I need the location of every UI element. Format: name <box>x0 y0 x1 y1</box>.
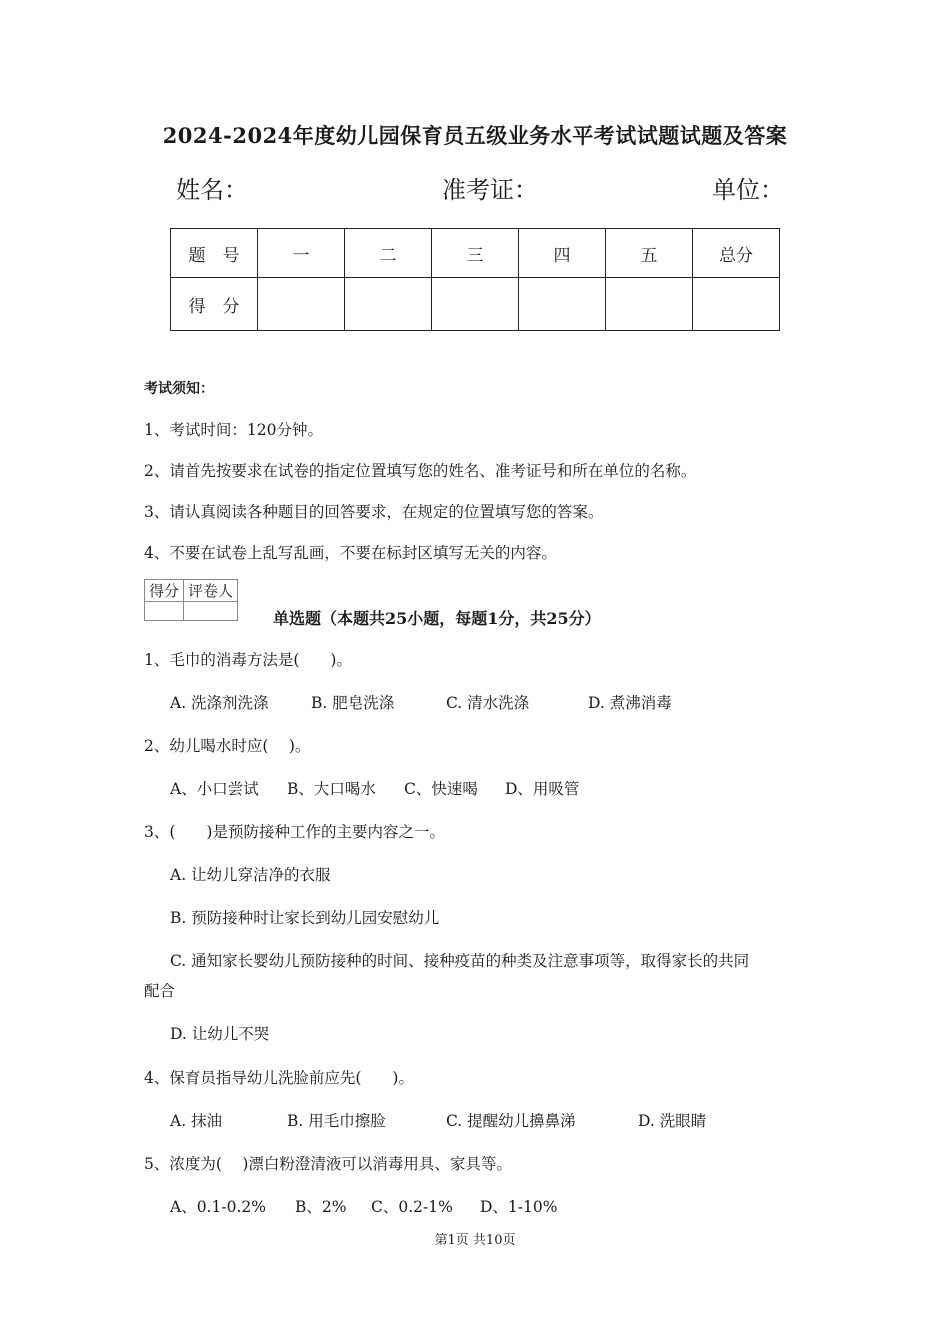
score-table-score-row <box>171 278 780 331</box>
notice-heading: 考试须知： <box>144 381 214 397</box>
question-stem: 3、( )是预防接种工作的主要内容之一。 <box>144 823 445 841</box>
notice-item: 3、请认真阅读各种题目的回答要求，在规定的位置填写您的答案。 <box>144 503 604 521</box>
question-stem: 4、保育员指导幼儿洗脸前应先( )。 <box>144 1069 414 1087</box>
question-option[interactable]: B. 用毛巾擦脸 <box>287 1112 386 1130</box>
question-option[interactable]: A. 让幼儿穿洁净的衣服 <box>170 866 331 884</box>
notice-item: 1、考试时间：120分钟。 <box>144 421 323 439</box>
question-option[interactable]: C、快速喝 <box>404 780 478 798</box>
exam-id-label: 准考证： <box>442 176 538 204</box>
question-option[interactable]: D. 洗眼睛 <box>638 1112 707 1130</box>
score-cell[interactable] <box>345 278 432 331</box>
notice-item: 2、请首先按要求在试卷的指定位置填写您的姓名、准考证号和所在单位的名称。 <box>144 462 697 480</box>
score-header-cell: 四 <box>519 229 606 278</box>
question-option[interactable]: C. 提醒幼儿擤鼻涕 <box>446 1112 576 1130</box>
score-cell[interactable] <box>606 278 693 331</box>
question-option[interactable]: A. 抹油 <box>170 1112 223 1130</box>
question-option[interactable]: D、1-10% <box>480 1198 558 1216</box>
score-header-cell: 一 <box>258 229 345 278</box>
score-header-cell: 五 <box>606 229 693 278</box>
question-option[interactable]: D、用吸管 <box>505 780 580 798</box>
score-cell[interactable] <box>519 278 606 331</box>
question-option[interactable]: D. 煮沸消毒 <box>588 694 672 712</box>
score-table-header-row <box>171 229 780 278</box>
question-option[interactable]: C、0.2-1% <box>371 1198 453 1216</box>
question-option[interactable]: B. 预防接种时让家长到幼儿园安慰幼儿 <box>170 909 440 927</box>
grader-score-cell[interactable] <box>145 602 184 621</box>
question-option[interactable]: D. 让幼儿不哭 <box>170 1025 270 1043</box>
score-cell[interactable] <box>432 278 519 331</box>
question-stem: 5、浓度为( )漂白粉澄清液可以消毒用具、家具等。 <box>144 1155 512 1173</box>
score-cell[interactable] <box>258 278 345 331</box>
score-table <box>170 228 780 331</box>
question-option[interactable]: C. 通知家长婴幼儿预防接种的时间、接种疫苗的种类及注意事项等，取得家长的共同 <box>170 952 750 970</box>
question-option-continuation: 配合 <box>144 982 176 1000</box>
notice-item: 4、不要在试卷上乱写乱画，不要在标封区填写无关的内容。 <box>144 544 557 562</box>
question-stem: 1、毛巾的消毒方法是( )。 <box>144 651 352 669</box>
question-option[interactable]: A. 洗涤剂洗涤 <box>170 694 269 712</box>
grader-box <box>144 579 238 621</box>
question-option[interactable]: C. 清水洗涤 <box>446 694 530 712</box>
section-title: 单选题（本题共25小题，每题1分，共25分） <box>273 609 601 628</box>
page-title: 2024-2024年度幼儿园保育员五级业务水平考试试题试题及答案 <box>162 123 788 148</box>
question-option[interactable]: A、0.1-0.2% <box>170 1198 266 1216</box>
score-header-cell: 题 号 <box>171 229 258 278</box>
page-footer: 第1页 共10页 <box>434 1233 516 1248</box>
name-label: 姓名： <box>176 176 248 204</box>
unit-label: 单位： <box>712 176 784 204</box>
grader-score-label: 得分 <box>145 580 184 602</box>
score-header-cell: 二 <box>345 229 432 278</box>
question-option[interactable]: B、大口喝水 <box>287 780 376 798</box>
grader-reviewer-cell[interactable] <box>184 602 238 621</box>
question-option[interactable]: B、2% <box>295 1198 347 1216</box>
score-row-label: 得 分 <box>171 278 258 331</box>
question-stem: 2、幼儿喝水时应( )。 <box>144 737 311 755</box>
question-option[interactable]: B. 肥皂洗涤 <box>311 694 395 712</box>
grader-reviewer-label: 评卷人 <box>184 580 238 602</box>
score-header-cell: 总分 <box>693 229 780 278</box>
question-option[interactable]: A、小口尝试 <box>170 780 259 798</box>
score-header-cell: 三 <box>432 229 519 278</box>
score-cell[interactable] <box>693 278 780 331</box>
